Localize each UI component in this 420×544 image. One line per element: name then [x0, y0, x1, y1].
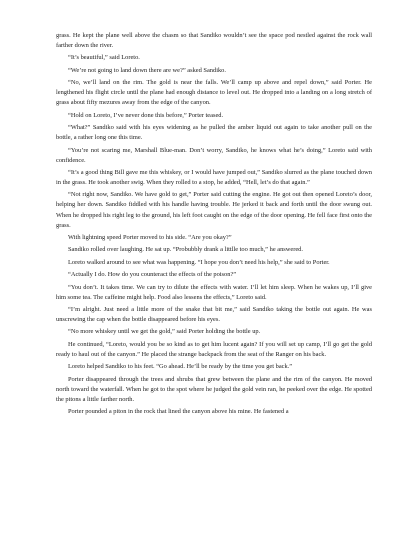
paragraph: Loreto walked around to see what was happening. “I hope you don’t need his help,” she said to Porter. [68, 258, 330, 266]
paragraph: “What?” Sandiko said with his eyes widening as he pulled the amber liquid out again to take another pull on the bottle, a rather long one this time. [56, 124, 372, 142]
paragraph: “You’re not scaring me, Marshall Blue-man. Don’t worry, Sandiko, he knows what he’s doing,” Loreto said with confidence. [56, 146, 372, 164]
paragraph: Sandiko rolled over laughing. He sat up. “Probubbly drank a littlle too much,” he answered. [68, 246, 303, 254]
page-body [56, 31, 372, 417]
paragraph: Porter disappeared through the trees and shrubs that grew between the plane and the rim of the canyon. He moved north toward the waterfall. When he got to the spot where he judged the gold vein ran, he peeked over the edge. He spotted the pitons a little farther north. [56, 375, 372, 403]
paragraph: “Actually I do. How do you counteract the effects of the poison?” [68, 271, 237, 279]
paragraph: Porter pounded a piton in the rock that lined the canyon above his mine. He fastened a [68, 408, 289, 416]
paragraph: With lightning speed Porter moved to his side. “Are you okay?” [68, 233, 232, 241]
paragraph: grass. He kept the plane well above the chasm so that Sandiko wouldn’t see the space pod nestled against the rock wall farther down the river. [56, 32, 372, 50]
paragraph: He continued, “Loreto, would you be so kind as to get him lucent again? If you will set up camp, I’ll go get the gold ready to haul out of the canyon.” He placed the strange backpack from the seat of the Ranger on his back. [56, 340, 372, 358]
paragraph: Loreto helped Sandiko to his feet. “Go ahead. He’ll be ready by the time you get back.” [68, 363, 293, 371]
paragraph: “We’re not going to land down there are we?” asked Sandiko. [68, 66, 226, 74]
paragraph: “It’s beautiful,” said Loreto. [68, 54, 140, 62]
paragraph: “Not right now, Sandiko. We have gold to get,” Porter said cutting the engine. He got out then opened Loreto’s door, helping her down. Sandiko fiddled with his handle having trouble. He jerked it back and forth until the door swung out. When he dropped his right leg to the ground, his left foot caught on the edge of the door opening. He fell face first onto the grass. [56, 191, 372, 229]
paragraph: “You don’t. It takes time. We can try to dilute the effects with water. I’ll let him sleep. When he wakes up, I’ll give him some tea. The caffeine might help. Food also lessens the effects,” Loreto said. [56, 283, 372, 301]
paragraph: “I’m alright. Just need a little more of the snake that bit me,” said Sandiko taking the bottle out again. He was unscrewing the cap when the bottle disappeared before his eyes. [56, 305, 372, 323]
paragraph: “No, we’ll land on the rim. The gold is near the falls. We’ll camp up above and repel down,” said Porter. He lengthened his flight circle until the plane had enough distance to level out. He dropped into a landing on a long stretch of grass about fifty mezures away from the edge of the canyon. [56, 79, 372, 107]
paragraph: “No more whiskey until we get the gold,” said Porter holding the bottle up. [68, 328, 261, 336]
paragraph: “Hold on Loreto, I’ve never done this before,” Porter teased. [68, 111, 224, 119]
paragraph: “It’s a good thing Bill gave me this whiskey, or I would have jumped out,” Sandiko slurred as the plane touched down in the grass. He took another swig. When they rolled to a stop, he added, “Hell, let’s do that again.” [56, 168, 372, 187]
